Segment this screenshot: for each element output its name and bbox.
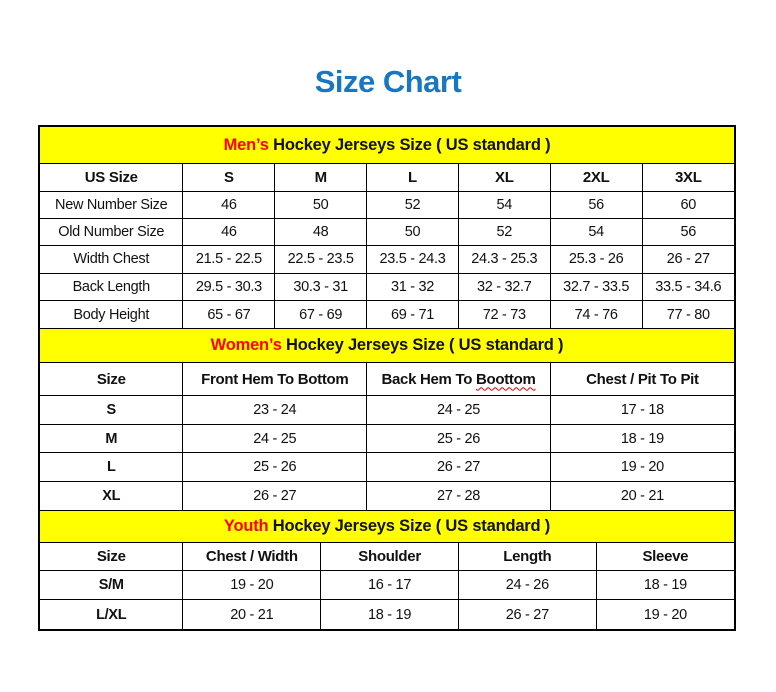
- value-cell: 24 - 25: [367, 396, 551, 425]
- value-cell: 50: [275, 191, 367, 218]
- column-header-cell: US Size: [40, 164, 183, 191]
- size-chart-tables: [38, 125, 736, 631]
- value-cell: 32 - 32.7: [458, 273, 550, 300]
- value-cell: 56: [550, 191, 642, 218]
- value-cell: 54: [458, 191, 550, 218]
- value-cell: 30.3 - 31: [275, 273, 367, 300]
- value-cell: 17 - 18: [550, 396, 734, 425]
- value-cell: 18 - 19: [550, 424, 734, 453]
- value-cell: 60: [642, 191, 734, 218]
- value-cell: 50: [367, 218, 459, 245]
- youth-banner-highlight: Youth: [223, 516, 269, 535]
- value-cell: 54: [550, 218, 642, 245]
- value-cell: 69 - 71: [367, 301, 459, 328]
- table-row: [40, 571, 734, 600]
- mens-banner-highlight: Men’s: [223, 135, 269, 154]
- value-cell: 24.3 - 25.3: [458, 246, 550, 273]
- table-row: [40, 396, 734, 425]
- table-header-row: [40, 363, 734, 396]
- row-label-cell: L/XL: [40, 600, 183, 629]
- column-header-cell: M: [275, 164, 367, 191]
- column-header-cell: Sleeve: [596, 543, 734, 571]
- column-header-cell: Size: [40, 363, 183, 396]
- mens-section-banner: [40, 127, 734, 164]
- column-header-cell: Size: [40, 543, 183, 571]
- value-cell: 18 - 19: [321, 600, 459, 629]
- row-label-cell: S/M: [40, 571, 183, 600]
- value-cell: 19 - 20: [550, 453, 734, 482]
- value-cell: 19 - 20: [183, 571, 321, 600]
- row-label-cell: New Number Size: [40, 191, 183, 218]
- value-cell: 29.5 - 30.3: [183, 273, 275, 300]
- value-cell: 16 - 17: [321, 571, 459, 600]
- value-cell: 21.5 - 22.5: [183, 246, 275, 273]
- column-header-cell: Front Hem To Bottom: [183, 363, 367, 396]
- value-cell: 20 - 21: [550, 481, 734, 510]
- column-header-cell: Length: [458, 543, 596, 571]
- value-cell: 56: [642, 218, 734, 245]
- value-cell: 27 - 28: [367, 481, 551, 510]
- value-cell: 32.7 - 33.5: [550, 273, 642, 300]
- youth-size-table: [40, 543, 734, 629]
- value-cell: 72 - 73: [458, 301, 550, 328]
- value-cell: 26 - 27: [183, 481, 367, 510]
- value-cell: 19 - 20: [596, 600, 734, 629]
- table-row: [40, 273, 734, 300]
- value-cell: 25 - 26: [183, 453, 367, 482]
- misspelled-word: Boottom: [475, 370, 536, 388]
- row-label-cell: Old Number Size: [40, 218, 183, 245]
- row-label-cell: Width Chest: [40, 246, 183, 273]
- table-row: [40, 246, 734, 273]
- value-cell: 26 - 27: [642, 246, 734, 273]
- womens-size-table: [40, 363, 734, 510]
- row-label-cell: Back Length: [40, 273, 183, 300]
- table-row: [40, 600, 734, 629]
- table-row: [40, 301, 734, 328]
- youth-banner-text: Hockey Jerseys Size ( US standard ): [268, 516, 551, 535]
- value-cell: 52: [367, 191, 459, 218]
- value-cell: 22.5 - 23.5: [275, 246, 367, 273]
- value-cell: 74 - 76: [550, 301, 642, 328]
- row-label-cell: L: [40, 453, 183, 482]
- womens-banner-highlight: Women’s: [210, 335, 282, 354]
- page-title: Size Chart: [314, 64, 462, 99]
- row-label-cell: M: [40, 424, 183, 453]
- value-cell: 25.3 - 26: [550, 246, 642, 273]
- table-row: [40, 424, 734, 453]
- column-header-cell: Chest / Width: [183, 543, 321, 571]
- value-cell: 31 - 32: [367, 273, 459, 300]
- value-cell: 24 - 26: [458, 571, 596, 600]
- row-label-cell: XL: [40, 481, 183, 510]
- womens-banner-text: Hockey Jerseys Size ( US standard ): [281, 335, 564, 354]
- table-header-row: [40, 543, 734, 571]
- womens-section-banner: [40, 328, 734, 363]
- row-label-cell: Body Height: [40, 301, 183, 328]
- column-header-cell: Chest / Pit To Pit: [550, 363, 734, 396]
- value-cell: 23 - 24: [183, 396, 367, 425]
- column-header-cell: L: [367, 164, 459, 191]
- value-cell: 67 - 69: [275, 301, 367, 328]
- column-header-cell: 3XL: [642, 164, 734, 191]
- value-cell: 20 - 21: [183, 600, 321, 629]
- mens-banner-text: Hockey Jerseys Size ( US standard ): [268, 135, 551, 154]
- column-header-cell: XL: [458, 164, 550, 191]
- column-header-cell: Shoulder: [321, 543, 459, 571]
- value-cell: 33.5 - 34.6: [642, 273, 734, 300]
- column-header-cell: S: [183, 164, 275, 191]
- value-cell: 52: [458, 218, 550, 245]
- youth-section-banner: [40, 510, 734, 543]
- value-cell: 48: [275, 218, 367, 245]
- value-cell: 77 - 80: [642, 301, 734, 328]
- table-row: [40, 218, 734, 245]
- column-header-cell: Back Hem To Boottom: [367, 363, 551, 396]
- value-cell: 46: [183, 218, 275, 245]
- table-row: [40, 481, 734, 510]
- value-cell: 65 - 67: [183, 301, 275, 328]
- table-row: [40, 191, 734, 218]
- value-cell: 18 - 19: [596, 571, 734, 600]
- value-cell: 26 - 27: [458, 600, 596, 629]
- row-label-cell: S: [40, 396, 183, 425]
- value-cell: 25 - 26: [367, 424, 551, 453]
- table-header-row: [40, 164, 734, 191]
- value-cell: 24 - 25: [183, 424, 367, 453]
- mens-size-table: [40, 164, 734, 328]
- value-cell: 26 - 27: [367, 453, 551, 482]
- column-header-cell: 2XL: [550, 164, 642, 191]
- value-cell: 23.5 - 24.3: [367, 246, 459, 273]
- table-row: [40, 453, 734, 482]
- value-cell: 46: [183, 191, 275, 218]
